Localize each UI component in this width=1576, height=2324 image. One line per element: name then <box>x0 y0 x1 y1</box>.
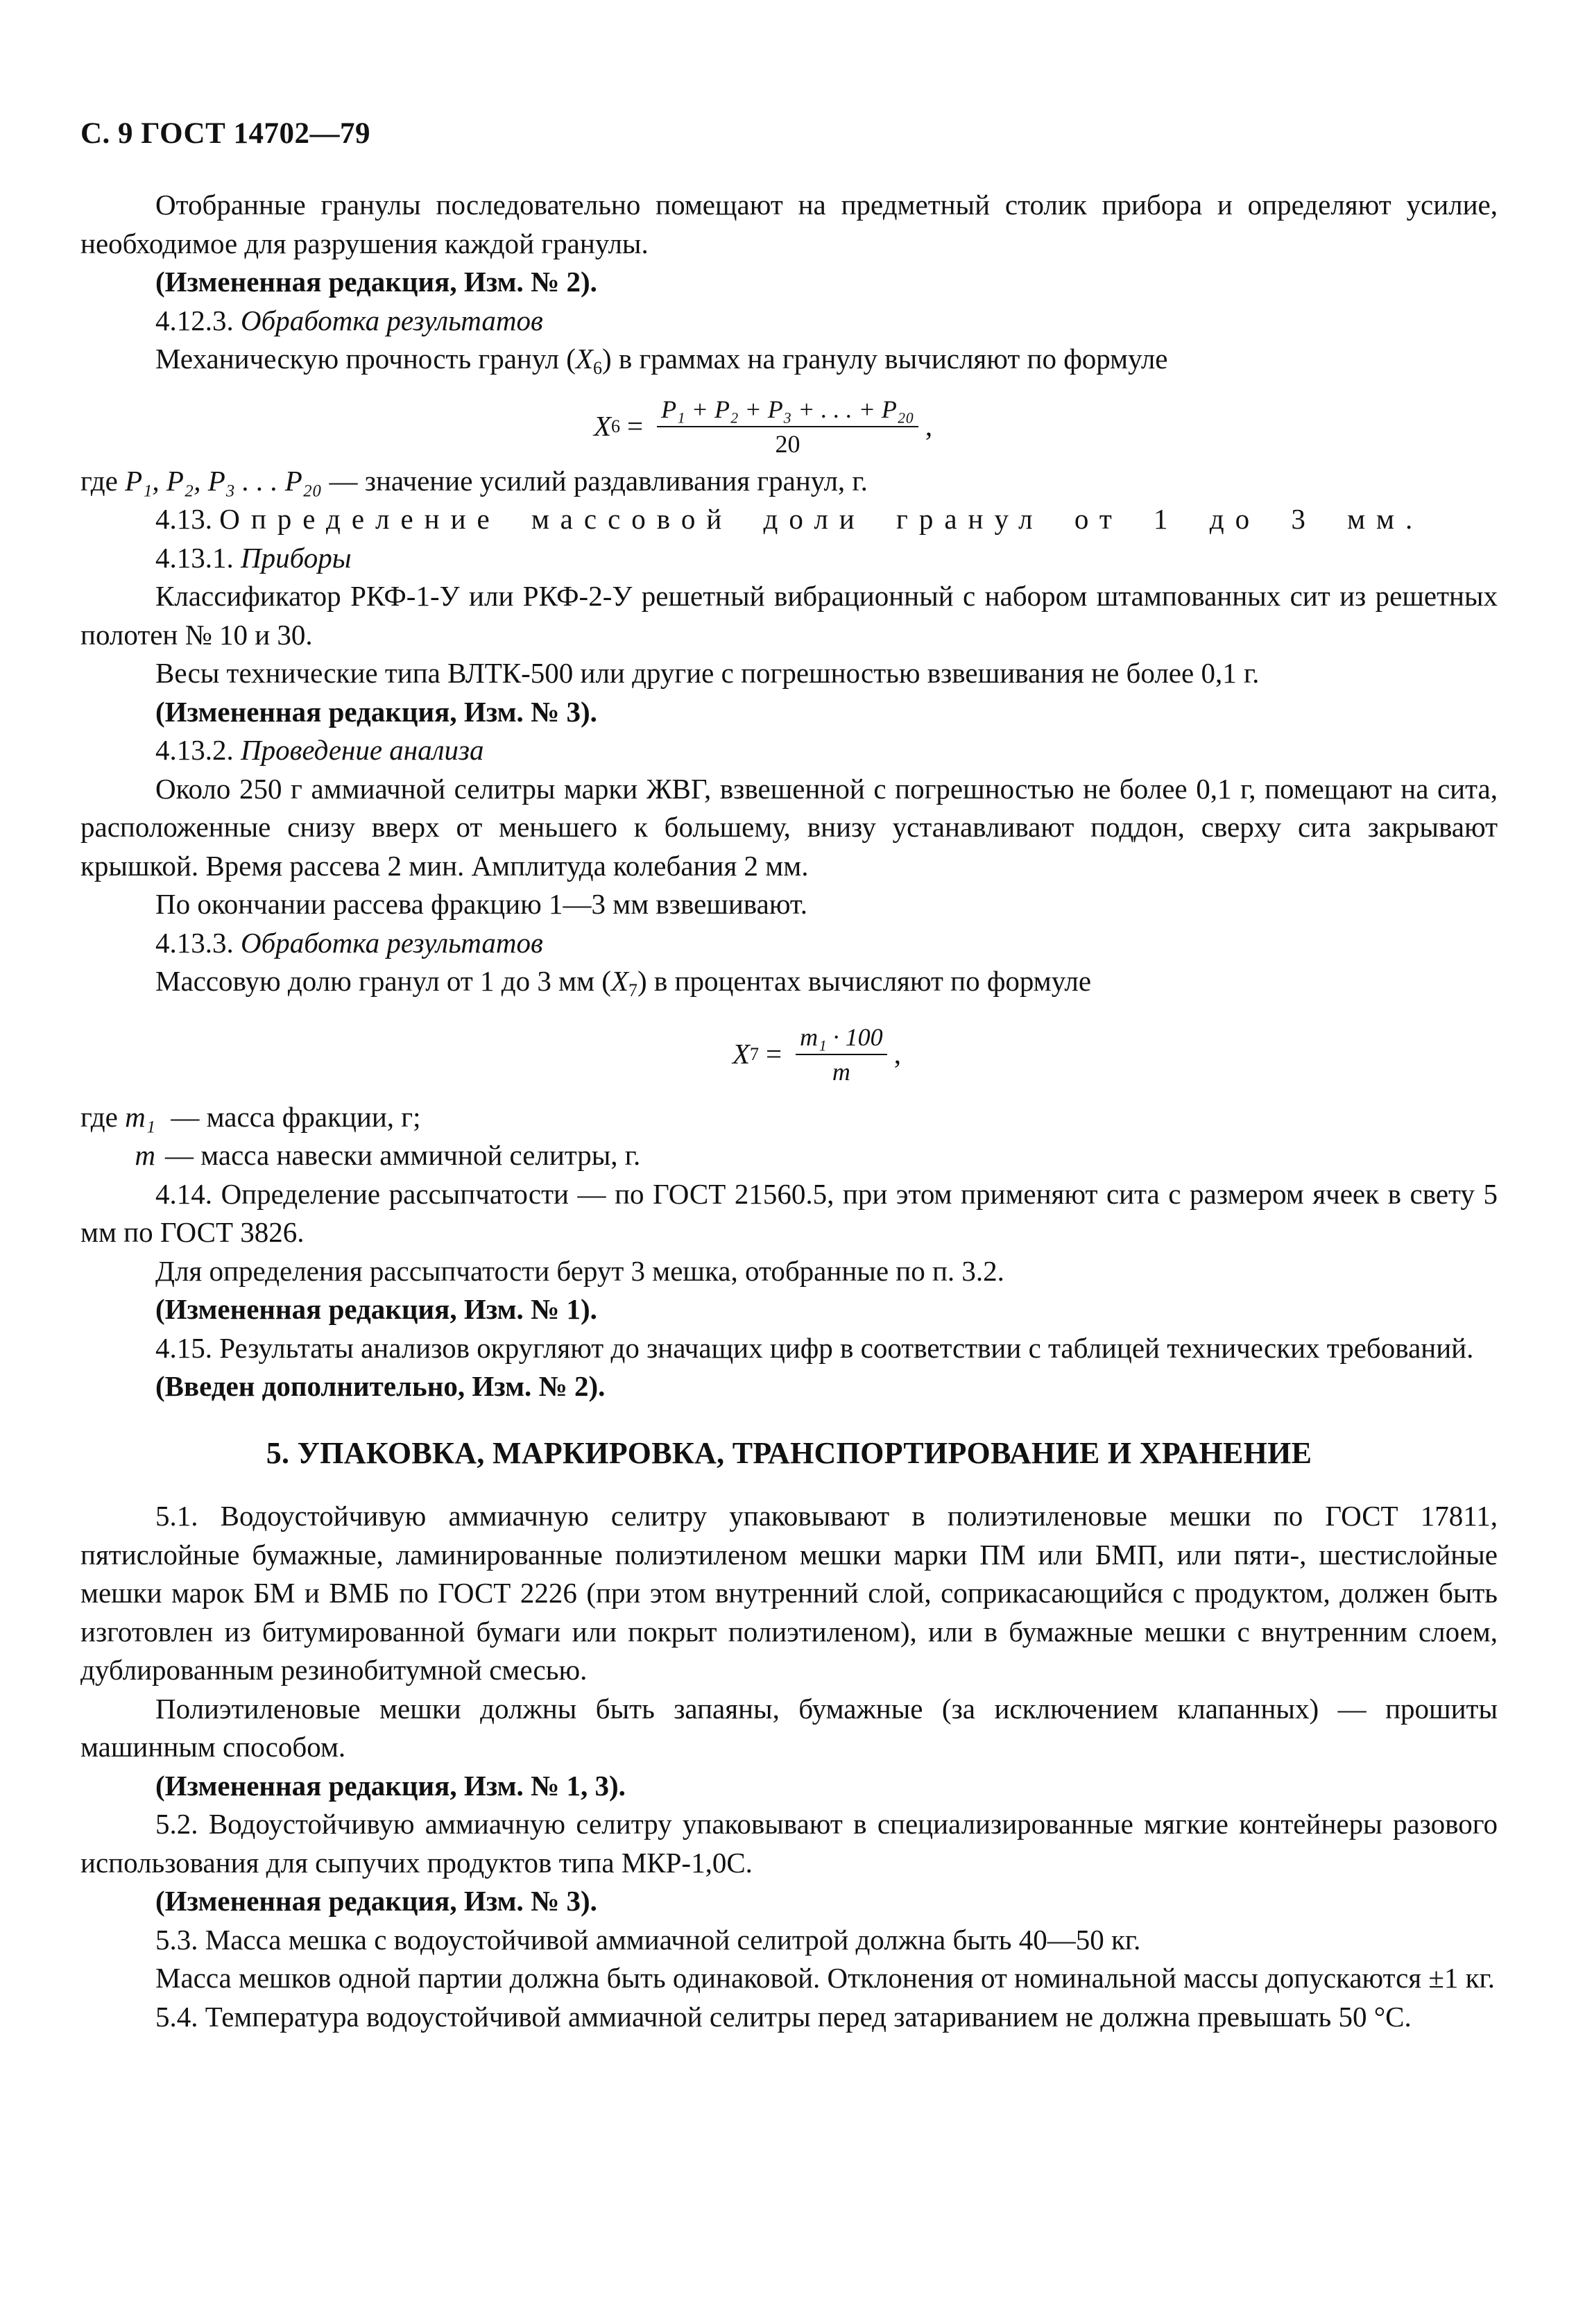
paragraph: 4.14. Определение рассыпчатости — по ГОСТ 21560.5, при этом применяют сита с размером ячеек в свету 5 мм по ГОСТ 3826. <box>80 1177 1498 1248</box>
formula-legend: где P₁, P₂, P₃ . . . P₂₀ — значение усилий раздавливания гранул, г. <box>80 464 868 497</box>
paragraph: Весы технические типа ВЛТК-500 или другие с погрешностью взвешивания не более 0,1 г. <box>155 657 1260 689</box>
formula-x6: X 6 = $\frac{\text{P₁ + P₂ + P₃ + . . . + P₂₀}}{20}$ , <box>594 395 933 458</box>
paragraph: Около 250 г аммиачной селитры марки ЖВГ, взвешенной с погрешностью не более 0,1 г, помещают на сита, расположенные снизу вверх от меньшего к большему, внизу устанавливают поддон, сверху сита закрывают крышкой. Время рассева 2 мин. Амплитуда колебания 2 мм. <box>80 772 1498 882</box>
paragraph: Масса мешков одной партии должна быть одинаковой. Отклонения от номинальной массы допускаются ±1 кг. <box>155 1962 1495 1994</box>
paragraph: Отобранные гранулы последовательно помещают на предметный столик прибора и определяют усилие, необходимое для разрушения каждой гранулы. <box>80 189 1498 259</box>
formula-legend: где m₁ — масса фракции, г; <box>80 1100 421 1133</box>
paragraph: Массовую долю гранул от 1 до 3 мм $(X_7)$ в процентах вычисляют по формуле <box>155 965 1092 1000</box>
amendment-note: (Измененная редакция, Изм. № 1). <box>155 1293 597 1325</box>
amendment-note: (Измененная редакция, Изм. № 3). <box>155 1885 597 1917</box>
subsection-heading: 4.13.1. Приборы <box>155 541 352 574</box>
page-header: С. 9 ГОСТ 14702—79 <box>80 117 371 150</box>
formula-numerator: P₁ + P₂ + P₃ + . . . + P₂₀ <box>657 394 918 427</box>
paragraph: 5.2. Водоустойчивую аммиачную селитру упаковывают в специализированные мягкие контейнеры разового использования для сыпучих продуктов типа МКР-1,0С. <box>80 1808 1498 1879</box>
paragraph: Механическую прочность гранул $(X_6)$ в граммах на гранулу вычисляют по формуле <box>155 343 1168 378</box>
section-heading: 4.13. Определение массовой доли гранул от 1 до 3 мм. <box>155 503 1424 535</box>
paragraph: Для определения рассыпчатости берут 3 мешка, отобранные по п. 3.2. <box>155 1254 1004 1287</box>
formula-numerator: m₁ · 100 <box>796 1022 887 1055</box>
paragraph: По окончании рассева фракцию 1—3 мм взвешивают. <box>155 888 807 920</box>
amendment-note: (Измененная редакция, Изм. № 3). <box>155 695 597 728</box>
formula-denominator: 20 <box>775 429 800 458</box>
amendment-note: (Измененная редакция, Изм. № 1, 3). <box>155 1769 626 1802</box>
paragraph: Классификатор РКФ-1-У или РКФ-2-У решетный вибрационный с набором штампованных сит из решетных полотен № 10 и 30. <box>80 580 1498 651</box>
paragraph: 5.3. Масса мешка с водоустойчивой аммиачной селитрой должна быть 40—50 кг. <box>155 1923 1141 1956</box>
formula-x7: X 7 = $\frac{\text{m₁ · 100}}{m}$ , <box>733 1023 901 1086</box>
paragraph: Полиэтиленовые мешки должны быть запаяны, бумажные (за исключением клапанных) — прошиты машинным способом. <box>80 1692 1498 1763</box>
formula-denominator: m <box>832 1057 850 1086</box>
amendment-note: (Измененная редакция, Изм. № 2). <box>155 266 597 298</box>
subsection-heading: 4.13.2. Проведение анализа <box>155 734 484 766</box>
paragraph: 4.15. Результаты анализов округляют до значащих цифр в соответствии с таблицей технических требований. <box>155 1331 1474 1364</box>
paragraph: 5.1. Водоустойчивую аммиачную селитру упаковывают в полиэтиленовые мешки по ГОСТ 17811, пятислойные бумажные, ламинированные полиэтиленом мешки марки ПМ или БМП, или пяти-, шестислойные мешки марок БМ и ВМБ по ГОСТ 2226 (при этом внутренний слой, соприкасающийся с продуктом, должен быть изготовлен из битумированной бумаги или покрыт полиэтиленом), или в бумажные мешки с внутренним слоем, дублированным резинобитумной смесью. <box>80 1500 1498 1686</box>
formula-legend: m — масса навески аммичной селитры, г. <box>135 1139 641 1171</box>
paragraph: 5.4. Температура водоустойчивой аммиачной селитры перед затариванием не должна превышать 50 °С. <box>155 2000 1412 2033</box>
amendment-note: (Введен дополнительно, Изм. № 2). <box>155 1370 606 1402</box>
subsection-heading: 4.12.3. Обработка результатов <box>155 304 543 336</box>
document-body <box>80 186 1498 2036</box>
subsection-heading: 4.13.3. Обработка результатов <box>155 926 543 959</box>
section-title: 5. УПАКОВКА, МАРКИРОВКА, ТРАНСПОРТИРОВАНИЕ И ХРАНЕНИЕ <box>266 1435 1312 1470</box>
